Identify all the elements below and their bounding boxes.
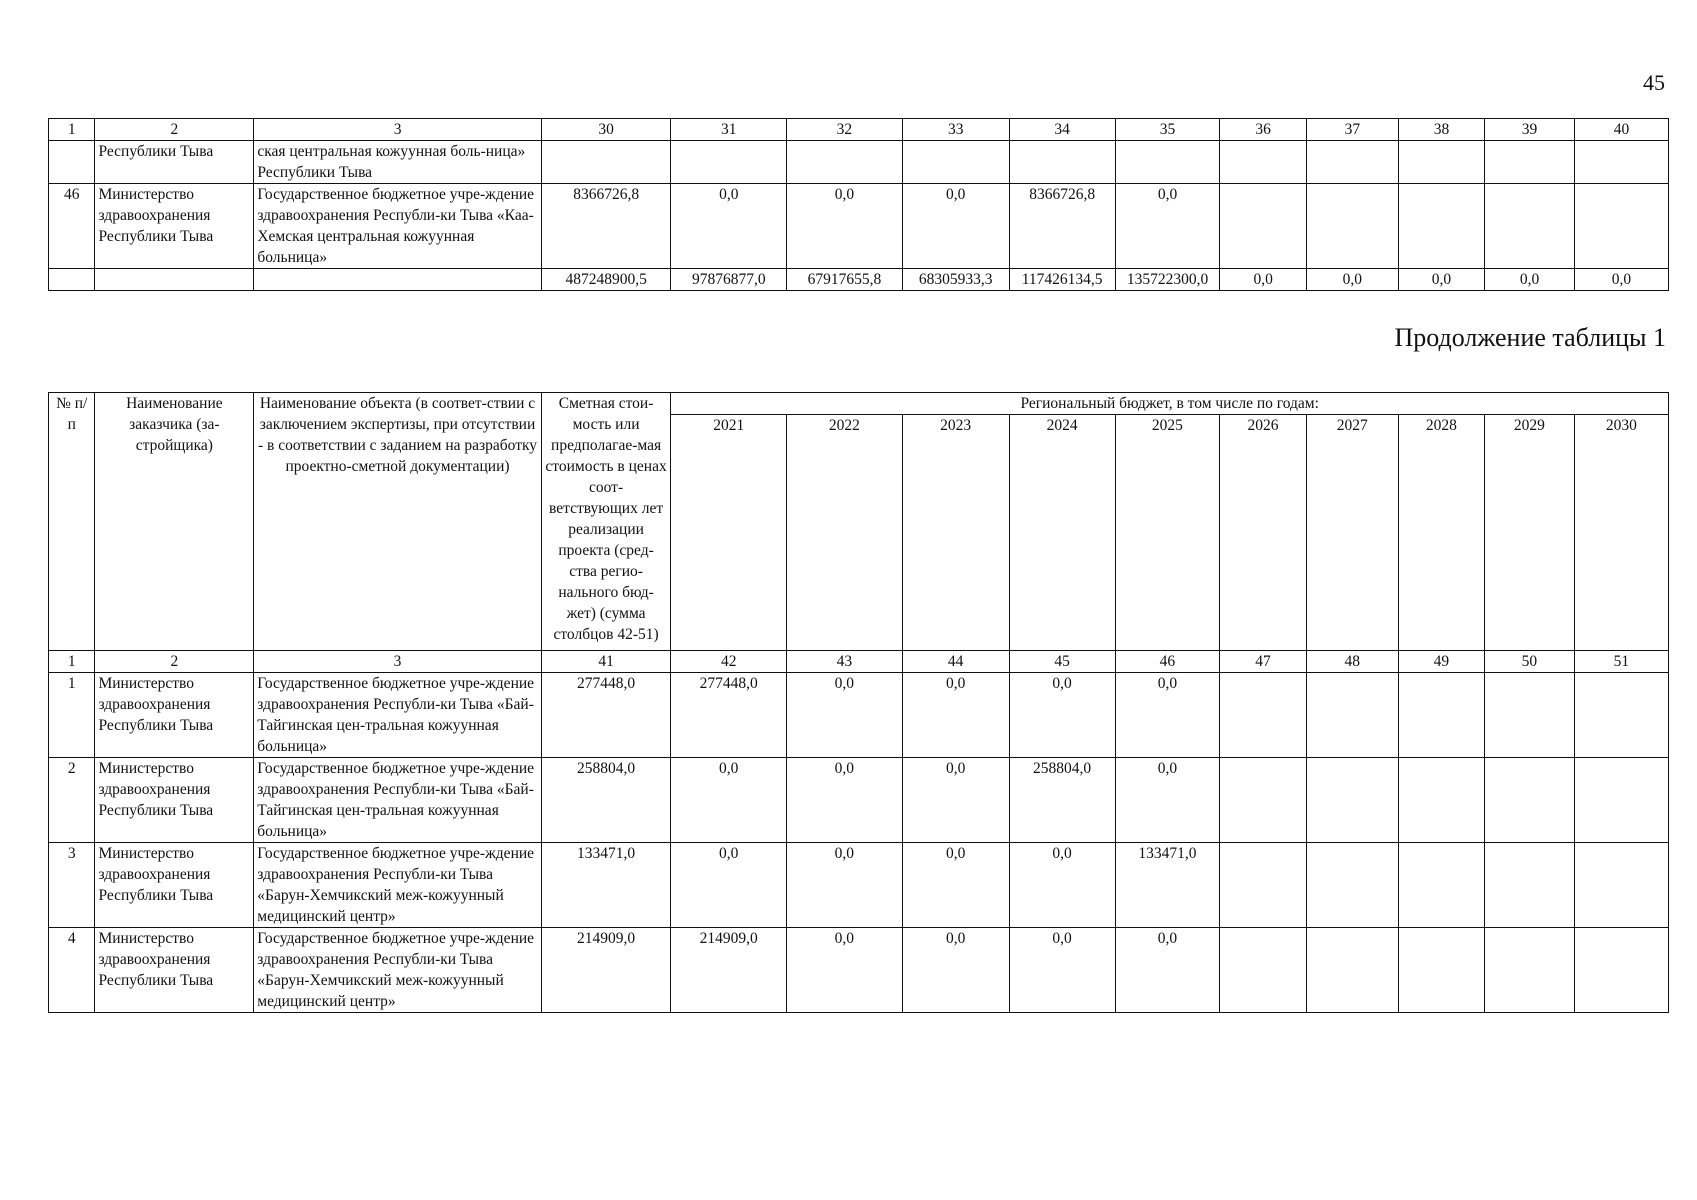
object-cell: Государственное бюджетное учре-ждение здравоохранения Республи-ки Тыва «Бай-Тайгинская цен-тральная кожуунная больница»	[254, 673, 541, 758]
column-number: 48	[1306, 651, 1398, 673]
column-number: 43	[787, 651, 903, 673]
column-number: 49	[1398, 651, 1484, 673]
column-number-row	[49, 651, 1669, 673]
column-number: 44	[902, 651, 1009, 673]
column-number: 45	[1009, 651, 1115, 673]
value-cell: 0,0	[902, 673, 1009, 758]
value-cell: 0,0	[902, 758, 1009, 843]
value-cell	[1485, 673, 1575, 758]
column-number: 37	[1306, 119, 1398, 141]
value-cell	[1485, 843, 1575, 928]
value-cell	[1220, 184, 1306, 269]
column-number-row	[49, 119, 1669, 141]
value-cell: 0,0	[902, 843, 1009, 928]
value-cell	[1574, 184, 1668, 269]
top-table	[48, 118, 1669, 291]
value-cell: 214909,0	[541, 928, 671, 1013]
value-cell	[1306, 843, 1398, 928]
value-cell	[787, 141, 903, 184]
value-cell	[1220, 758, 1306, 843]
value-cell	[1398, 843, 1484, 928]
row-number: 46	[49, 184, 95, 269]
value-cell	[541, 141, 671, 184]
value-cell: 0,0	[1115, 184, 1220, 269]
value-cell	[1220, 141, 1306, 184]
value-cell: 135722300,0	[1115, 269, 1220, 291]
value-cell: 0,0	[671, 184, 787, 269]
header-year: 2030	[1574, 415, 1668, 651]
value-cell	[1574, 928, 1668, 1013]
value-cell	[1398, 928, 1484, 1013]
object-cell: ская центральная кожуунная боль-ница» Республики Тыва	[254, 141, 541, 184]
value-cell: 0,0	[1115, 758, 1220, 843]
header-regional-budget: Региональный бюджет, в том числе по годам:	[671, 393, 1669, 415]
value-cell: 117426134,5	[1009, 269, 1115, 291]
value-cell: 8366726,8	[1009, 184, 1115, 269]
value-cell	[1485, 928, 1575, 1013]
header-year: 2029	[1485, 415, 1575, 651]
value-cell: 8366726,8	[541, 184, 671, 269]
customer-cell: Министерство здравоохранения Республики Тыва	[95, 843, 254, 928]
value-cell: 0,0	[1398, 269, 1484, 291]
column-number: 33	[902, 119, 1009, 141]
customer-cell: Министерство здравоохранения Республики Тыва	[95, 758, 254, 843]
value-cell	[1306, 758, 1398, 843]
value-cell	[1115, 141, 1220, 184]
column-number: 32	[787, 119, 903, 141]
value-cell	[1398, 184, 1484, 269]
value-cell: 133471,0	[1115, 843, 1220, 928]
value-cell: 0,0	[1220, 269, 1306, 291]
value-cell	[1306, 141, 1398, 184]
object-cell: Государственное бюджетное учре-ждение здравоохранения Республи-ки Тыва «Каа-Хемская центральная кожуунная больница»	[254, 184, 541, 269]
column-number: 42	[671, 651, 787, 673]
table-row	[49, 843, 1669, 928]
column-number: 31	[671, 119, 787, 141]
header-year: 2024	[1009, 415, 1115, 651]
value-cell	[1574, 141, 1668, 184]
value-cell	[1306, 673, 1398, 758]
value-cell	[1574, 843, 1668, 928]
value-cell: 277448,0	[671, 673, 787, 758]
value-cell: 0,0	[671, 758, 787, 843]
value-cell: 0,0	[1009, 673, 1115, 758]
column-number: 30	[541, 119, 671, 141]
column-number: 35	[1115, 119, 1220, 141]
header-year: 2023	[902, 415, 1009, 651]
column-number: 36	[1220, 119, 1306, 141]
table-row	[49, 141, 1669, 184]
value-cell: 277448,0	[541, 673, 671, 758]
value-cell	[1574, 758, 1668, 843]
header-year: 2021	[671, 415, 787, 651]
header-year: 2027	[1306, 415, 1398, 651]
value-cell: 0,0	[1115, 673, 1220, 758]
header-customer: Наименование заказчика (за-стройщика)	[95, 393, 254, 651]
customer-cell: Министерство здравоохранения Республики Тыва	[95, 928, 254, 1013]
value-cell	[671, 141, 787, 184]
column-number: 38	[1398, 119, 1484, 141]
value-cell: 68305933,3	[902, 269, 1009, 291]
column-number: 51	[1574, 651, 1668, 673]
value-cell: 214909,0	[671, 928, 787, 1013]
value-cell: 487248900,5	[541, 269, 671, 291]
customer-cell	[95, 269, 254, 291]
page-number: 45	[1643, 70, 1665, 95]
value-cell	[1574, 673, 1668, 758]
value-cell: 0,0	[671, 843, 787, 928]
header-object: Наименование объекта (в соответ-ствии с заключением экспертизы, при отсутствии - в соответствии с заданием на разработку проектно-сметной документации)	[254, 393, 541, 651]
value-cell: 0,0	[787, 184, 903, 269]
column-number: 47	[1220, 651, 1306, 673]
row-number: 3	[49, 843, 95, 928]
value-cell: 0,0	[787, 843, 903, 928]
value-cell: 0,0	[787, 673, 903, 758]
object-cell: Государственное бюджетное учре-ждение здравоохранения Республи-ки Тыва «Барун-Хемчикский меж-кожуунный медицинский центр»	[254, 843, 541, 928]
column-number: 2	[95, 119, 254, 141]
main-table	[48, 392, 1669, 1013]
value-cell	[1485, 758, 1575, 843]
value-cell	[1398, 673, 1484, 758]
value-cell	[1009, 141, 1115, 184]
value-cell: 0,0	[902, 928, 1009, 1013]
header-year: 2026	[1220, 415, 1306, 651]
value-cell: 0,0	[902, 184, 1009, 269]
header-num: № п/п	[49, 393, 95, 651]
value-cell: 0,0	[1115, 928, 1220, 1013]
value-cell: 0,0	[787, 928, 903, 1013]
value-cell	[1220, 843, 1306, 928]
value-cell: 0,0	[1009, 928, 1115, 1013]
row-number: 2	[49, 758, 95, 843]
column-number: 50	[1485, 651, 1575, 673]
table-row	[49, 758, 1669, 843]
row-number: 4	[49, 928, 95, 1013]
object-cell: Государственное бюджетное учре-ждение здравоохранения Республи-ки Тыва «Барун-Хемчикский меж-кожуунный медицинский центр»	[254, 928, 541, 1013]
column-number: 1	[49, 119, 95, 141]
column-number: 1	[49, 651, 95, 673]
table-row	[49, 928, 1669, 1013]
column-number: 41	[541, 651, 671, 673]
header-year: 2022	[787, 415, 903, 651]
value-cell: 0,0	[1306, 269, 1398, 291]
value-cell: 258804,0	[1009, 758, 1115, 843]
value-cell: 133471,0	[541, 843, 671, 928]
header-row	[49, 393, 1669, 415]
column-number: 3	[254, 119, 541, 141]
value-cell: 0,0	[787, 758, 903, 843]
continuation-title: Продолжение таблицы 1	[1394, 323, 1666, 352]
value-cell	[1485, 141, 1575, 184]
value-cell: 67917655,8	[787, 269, 903, 291]
value-cell	[1485, 184, 1575, 269]
object-cell	[254, 269, 541, 291]
value-cell	[1306, 184, 1398, 269]
column-number: 39	[1485, 119, 1575, 141]
table-row	[49, 184, 1669, 269]
value-cell: 97876877,0	[671, 269, 787, 291]
value-cell: 258804,0	[541, 758, 671, 843]
column-number: 2	[95, 651, 254, 673]
value-cell	[1398, 141, 1484, 184]
value-cell: 0,0	[1485, 269, 1575, 291]
customer-cell: Республики Тыва	[95, 141, 254, 184]
table-row	[49, 673, 1669, 758]
column-number: 40	[1574, 119, 1668, 141]
value-cell	[1398, 758, 1484, 843]
customer-cell: Министерство здравоохранения Республики Тыва	[95, 673, 254, 758]
header-cost: Сметная стои-мость или предполагае-мая стоимость в ценах соот-ветствующих лет реализации проекта (сред-ства регио-нального бюд-жет) (сумма столбцов 42-51)	[541, 393, 671, 651]
customer-cell: Министерство здравоохранения Республики Тыва	[95, 184, 254, 269]
object-cell: Государственное бюджетное учре-ждение здравоохранения Республи-ки Тыва «Бай-Тайгинская цен-тральная кожуунная больница»	[254, 758, 541, 843]
value-cell	[1306, 928, 1398, 1013]
row-number	[49, 269, 95, 291]
header-year: 2028	[1398, 415, 1484, 651]
table-row	[49, 269, 1669, 291]
row-number: 1	[49, 673, 95, 758]
row-number	[49, 141, 95, 184]
value-cell	[1220, 673, 1306, 758]
column-number: 34	[1009, 119, 1115, 141]
header-year: 2025	[1115, 415, 1220, 651]
value-cell: 0,0	[1574, 269, 1668, 291]
value-cell	[1220, 928, 1306, 1013]
value-cell	[902, 141, 1009, 184]
value-cell: 0,0	[1009, 843, 1115, 928]
column-number: 46	[1115, 651, 1220, 673]
column-number: 3	[254, 651, 541, 673]
